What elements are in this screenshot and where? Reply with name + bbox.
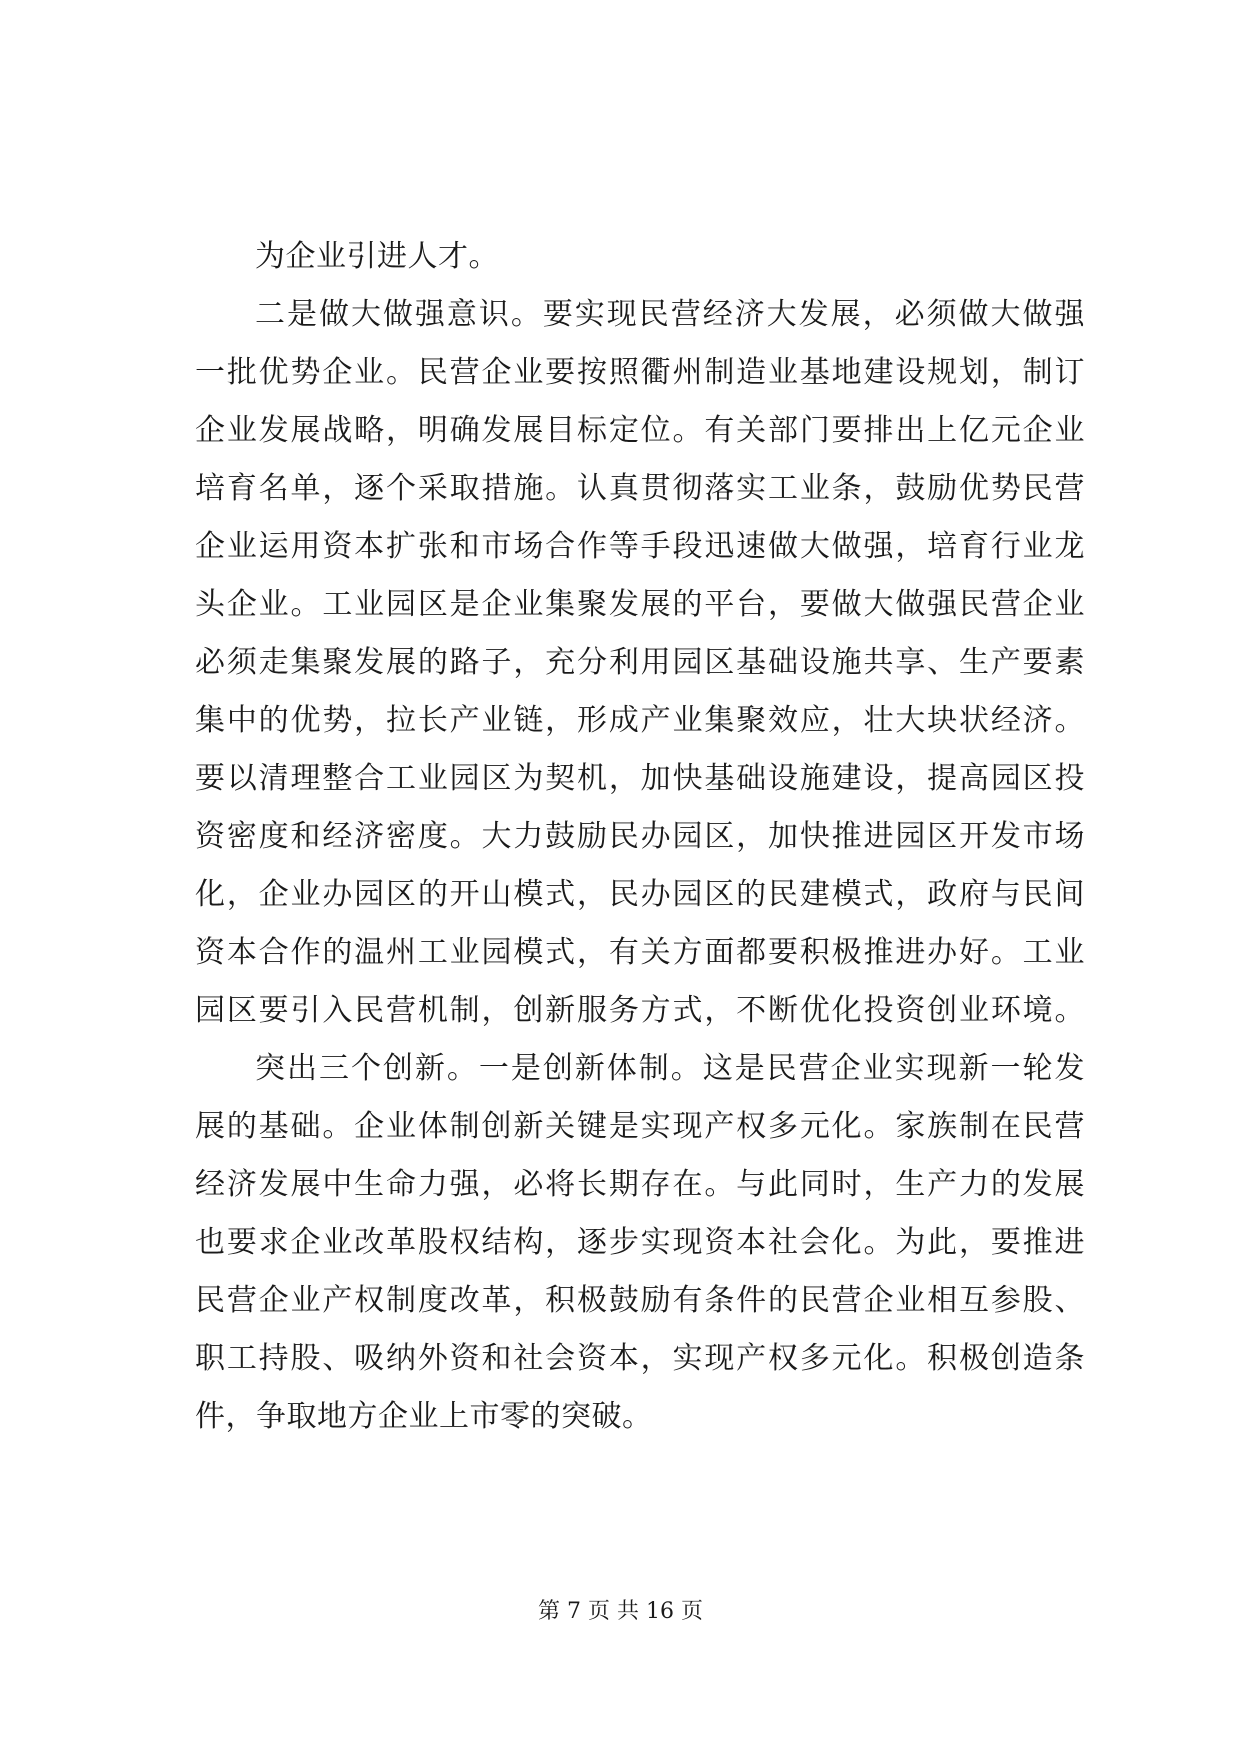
paragraph-start-line: 突出三个创新。一是创新体制。这是民营企业实现新一轮发: [255, 1051, 1085, 1086]
paragraph-start-line: 二是做大做强意识。要实现民营经济大发展，必须做大做强: [255, 297, 1085, 332]
text-line: 要以清理整合工业园区为契机，加快基础设施建设，提高园区投: [195, 761, 1085, 796]
text-line: 化，企业办园区的开山模式，民办园区的民建模式，政府与民间: [195, 877, 1085, 912]
text-line: 民营企业产权制度改革，积极鼓励有条件的民营企业相互参股、: [195, 1283, 1085, 1318]
text-line: 必须走集聚发展的路子，充分利用园区基础设施共享、生产要素: [195, 645, 1085, 680]
text-line: 园区要引入民营机制，创新服务方式，不断优化投资创业环境。: [195, 993, 1085, 1028]
text-line: 培育名单，逐个采取措施。认真贯彻落实工业条，鼓励优势民营: [195, 471, 1085, 506]
page-footer: 第 7 页 共 16 页: [538, 1599, 703, 1624]
text-line: 件，争取地方企业上市零的突破。: [195, 1399, 653, 1434]
text-line: 职工持股、吸纳外资和社会资本，实现产权多元化。积极创造条: [195, 1341, 1085, 1376]
text-line: 资本合作的温州工业园模式，有关方面都要积极推进办好。工业: [195, 935, 1085, 970]
text-line: 企业运用资本扩张和市场合作等手段迅速做大做强，培育行业龙: [195, 529, 1085, 564]
text-line: 集中的优势，拉长产业链，形成产业集聚效应，壮大块状经济。: [195, 703, 1085, 738]
text-line: 企业发展战略，明确发展目标定位。有关部门要排出上亿元企业: [195, 413, 1085, 448]
text-line: 展的基础。企业体制创新关键是实现产权多元化。家族制在民营: [195, 1109, 1085, 1144]
text-line: 经济发展中生命力强，必将长期存在。与此同时，生产力的发展: [195, 1167, 1085, 1202]
text-line: 资密度和经济密度。大力鼓励民办园区，加快推进园区开发市场: [195, 819, 1085, 854]
text-line: 也要求企业改革股权结构，逐步实现资本社会化。为此，要推进: [195, 1225, 1085, 1260]
text-line: 为企业引进人才。: [255, 239, 499, 274]
text-line: 一批优势企业。民营企业要按照衢州制造业基地建设规划，制订: [195, 355, 1085, 390]
text-line: 头企业。工业园区是企业集聚发展的平台，要做大做强民营企业: [195, 587, 1085, 622]
body-text: [195, 228, 1085, 1446]
